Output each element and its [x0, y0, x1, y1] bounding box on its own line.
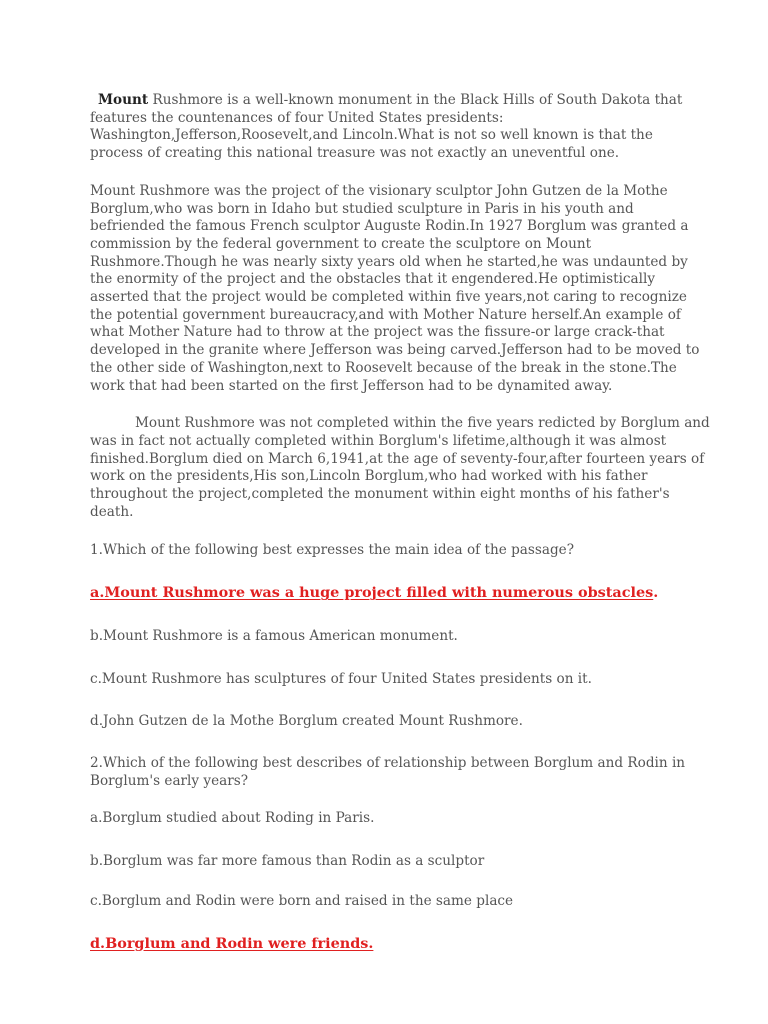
passage-paragraph-1-text: Rushmore is a well-known monument in the Black Hills of South Dakota that features the countenances of four United States presidents: Washington,Jefferson,Roosevelt,and Lincoln.What is not so well known is that the process of creating this national treasure was not exactly an uneventful one. [90, 92, 683, 162]
question-2-option-d-correct [90, 935, 710, 954]
passage-lead-word: Mount [98, 92, 149, 108]
passage-paragraph-3: Mount Rushmore was not completed within the five years redicted by Borglum and was in fact not actually completed within Borglum's lifetime,although it was almost finished.Borglum died on March 6,1941,at the age of seventy-four,after fourteen years of work on the presidents,His son,Lincoln Borglum,who had worked with his father throughout the project,completed the monument within eight months of his father's death. [90, 415, 710, 520]
passage-paragraph-1 [90, 92, 710, 163]
question-1-option-a-correct [90, 584, 710, 603]
correct-answer-text: d.Borglum and Rodin were friends. [90, 934, 374, 952]
answer-period: . [653, 584, 659, 602]
question-2-prompt: 2.Which of the following best describes of relationship between Borglum and Rodin in Borglum's early years? [90, 754, 686, 789]
question-2-option-a: a.Borglum studied about Roding in Paris. [90, 810, 375, 827]
question-2-option-b: b.Borglum was far more famous than Rodin as a sculptor [90, 853, 485, 870]
question-1-prompt: 1.Which of the following best expresses the main idea of the passage? [90, 542, 575, 559]
document-page [90, 92, 710, 953]
question-2-option-c: c.Borglum and Rodin were born and raised in the same place [90, 892, 514, 909]
question-1-option-d: d.John Gutzen de la Mothe Borglum created Mount Rushmore. [90, 713, 523, 730]
passage-paragraph-2: Mount Rushmore was the project of the visionary sculptor John Gutzen de la Mothe Borglum,who was born in Idaho but studied sculpture in Paris in his youth and befriended the famous French sculptor Auguste Rodin.In 1927 Borglum was granted a commission by the federal government to create the sculptore on Mount Rushmore.Though he was nearly sixty years old when he started,he was undaunted by the enormity of the project and the obstacles that it engendered.He optimistically asserted that the project would be completed within five years,not caring to recognize the potential government bureaucracy,and with Mother Nature herself.An example of what Mother Nature had to throw at the project was the fissure-or large crack-that developed in the granite where Jefferson was being carved.Jefferson had to be moved to the other side of Washington,next to Roosevelt because of the break in the stone.The work that had been started on the first Jefferson had to be dynamited away. [90, 182, 700, 394]
correct-answer-text: a.Mount Rushmore was a huge project filled with numerous obstacles [90, 584, 654, 602]
question-1-option-c: c.Mount Rushmore has sculptures of four United States presidents on it. [90, 670, 592, 687]
question-1-option-b: b.Mount Rushmore is a famous American monument. [90, 627, 458, 644]
